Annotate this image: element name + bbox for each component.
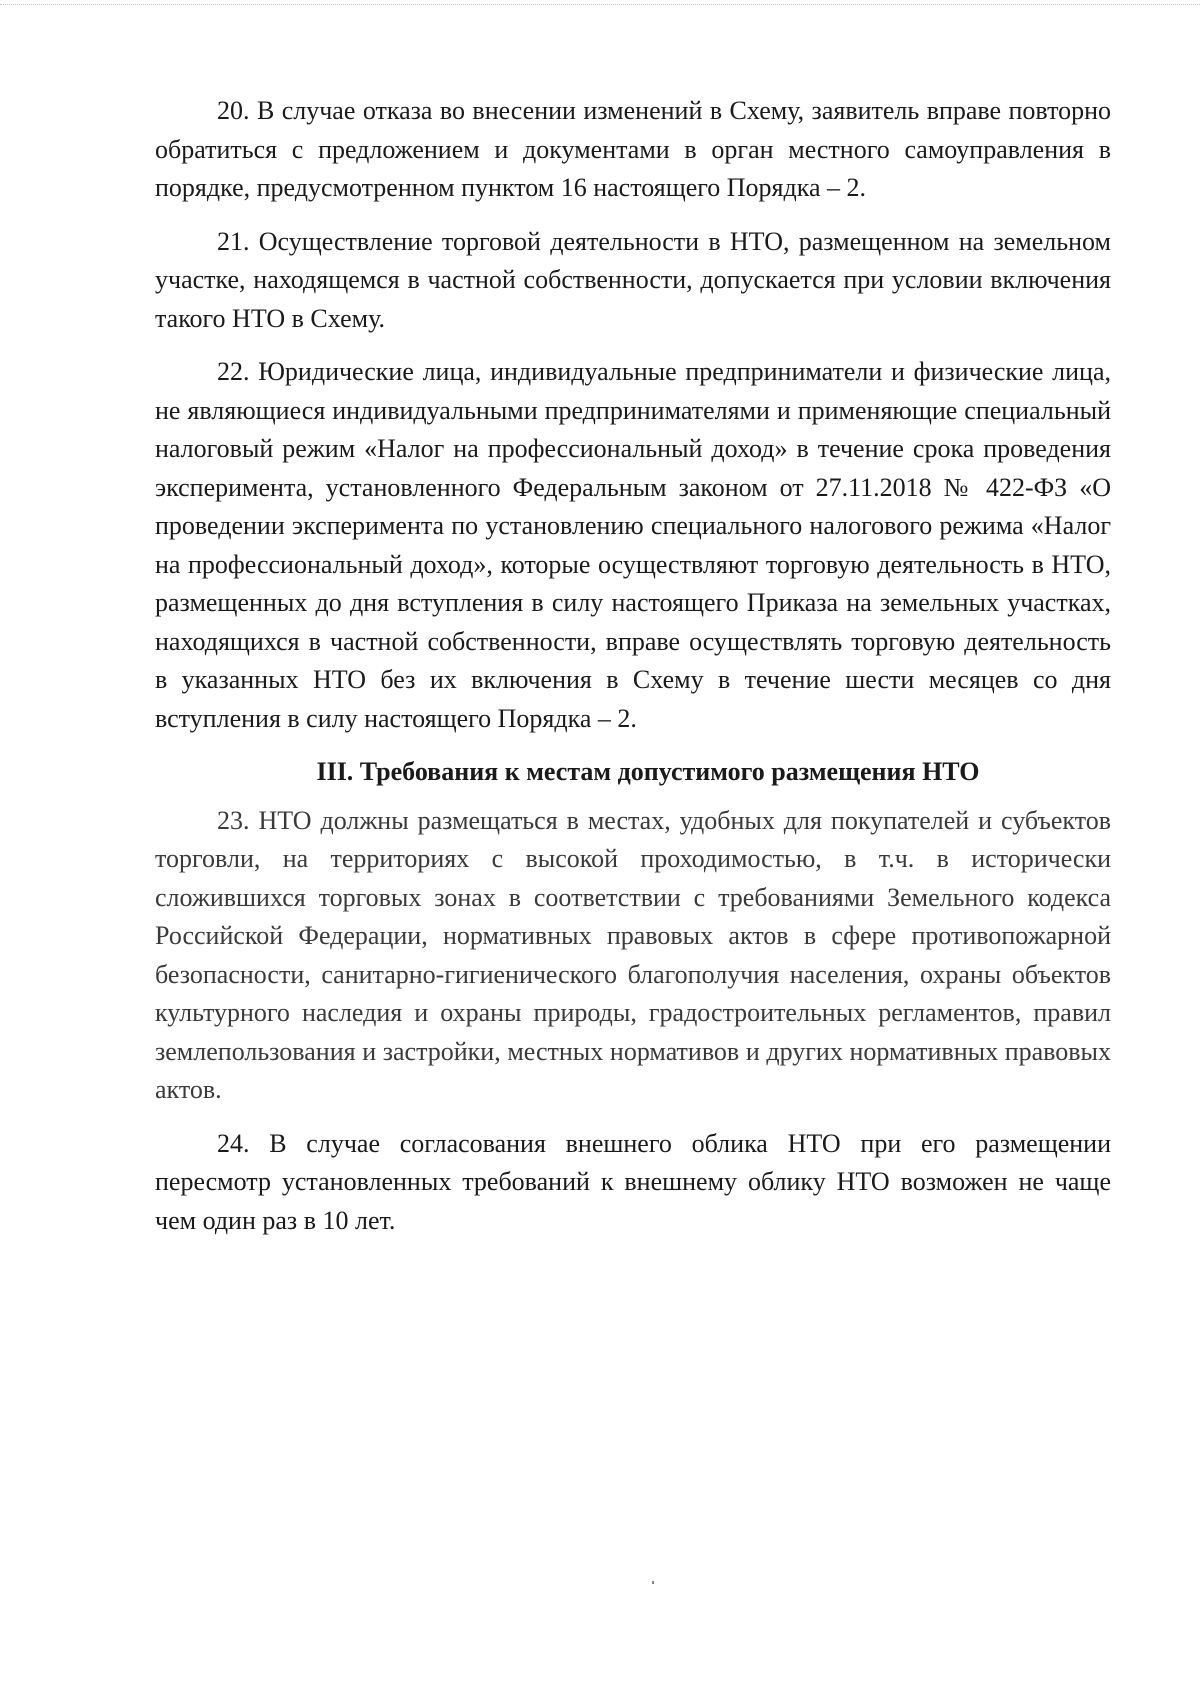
paragraph-24: 24. В случае согласования внешнего облика НТО при его размещении пересмотр установленных требований к внешнему облику НТО возможен не чаще чем один раз в 10 лет. — [155, 1128, 1111, 1235]
paragraph-22: 22. Юридические лица, индивидуальные предприниматели и физические лица, не являющиеся индивидуальными предпринимателями и применяющие специальный налоговый режим «Налог на профессиональный доход» в течение срока проведения эксперимента, установленного Федеральным законом от 27.11.2018 № 422-ФЗ «О проведении эксперимента по установлению специального налогового режима «Налог на профессиональный доход», которые осуществляют торговую деятельность в НТО, размещенных до дня вступления в силу настоящего Приказа на земельных участках, находящихся в частной собственности, вправе осуществлять торговую деятельность в указанных НТО без их включения в Схему в течение шести месяцев со дня вступления в силу настоящего Порядка – 2. — [155, 357, 1111, 733]
paragraph-20: 20. В случае отказа во внесении изменений в Схему, заявитель вправе повторно обратиться с предложением и документами в орган местного самоуправления в порядке, предусмотренном пунктом 16 настоящего Порядка – 2. — [155, 96, 1111, 202]
scan-speck — [652, 1581, 654, 1584]
document-body — [155, 92, 1111, 1255]
section-heading: III. Требования к местам допустимого размещения НТО — [316, 757, 980, 786]
paragraph-21: 21. Осуществление торговой деятельности в НТО, размещенном на земельном участке, находящемся в частной собственности, допускается при условии включения такого НТО в Схему. — [155, 226, 1111, 333]
scan-edge-line — [0, 4, 1200, 5]
paragraph-23: 23. НТО должны размещаться в местах, удобных для покупателей и субъектов торговли, на территориях с высокой проходимостью, в т.ч. в исторически сложившихся торговых зонах в соответствии с требованиями Земельного кодекса Российской Федерации, нормативных правовых актов в сфере противопожарной безопасности, санитарно-гигиенического благополучия населения, охраны объектов культурного наследия и охраны природы, градостроительных регламентов, правил землепользования и застройки, местных нормативов и других нормативных правовых актов. — [155, 805, 1111, 1104]
